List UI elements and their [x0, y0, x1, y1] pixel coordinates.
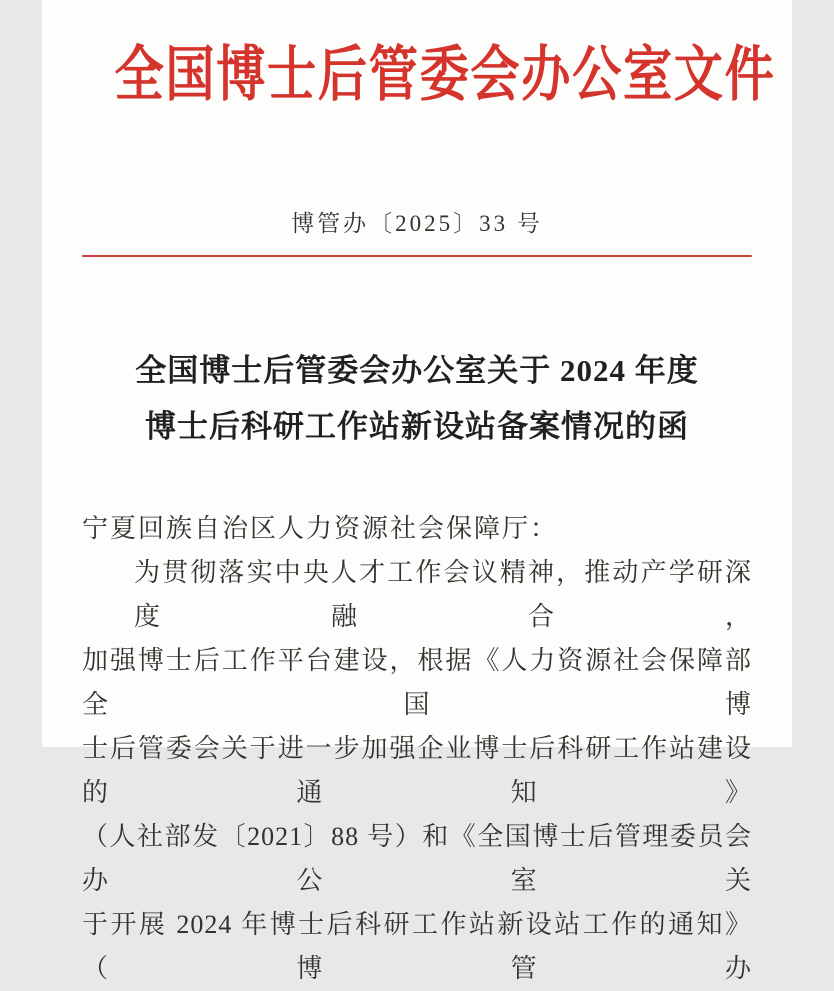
scanned-document-page	[42, 0, 792, 983]
document-number: 博管办〔2025〕33 号	[291, 211, 543, 236]
red-divider-line	[82, 255, 752, 257]
body-text-line: 于开展 2024 年博士后科研工作站新设站工作的通知》（博管办	[82, 910, 752, 983]
body-text-line: 士后管委会关于进一步加强企业博士后科研工作站建设的通知》	[82, 734, 752, 807]
document-letterhead	[42, 0, 792, 130]
salutation-line: 宁夏回族自治区人力资源社会保障厅：	[82, 514, 559, 543]
document-body	[82, 507, 752, 991]
document-title	[42, 343, 792, 455]
body-text-line: （人社部发〔2021〕88 号）和《全国博士后管理委员会办公室关	[82, 822, 752, 895]
body-text-line: 为贯彻落实中央人才工作会议精神，推动产学研深度融合，	[134, 558, 752, 631]
document-title-line2: 博士后科研工作站新设站备案情况的函	[145, 409, 689, 444]
letterhead-title: 全国博士后管委会办公室文件	[114, 42, 776, 108]
body-text-line: 加强博士后工作平台建设，根据《人力资源社会保障部 全国博	[82, 646, 752, 719]
document-title-line1: 全国博士后管委会办公室关于 2024 年度	[135, 353, 699, 388]
